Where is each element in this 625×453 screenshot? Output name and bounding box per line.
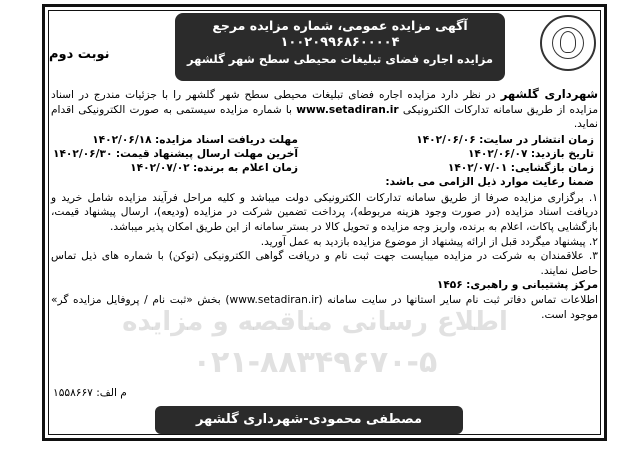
ad-title: آگهی مزایده عمومی، شماره مزایده مرجع [212, 18, 468, 33]
winner-label: زمان اعلام به برنده: [193, 161, 298, 174]
setad-site-link[interactable]: www.setadiran.ir [296, 103, 399, 116]
intro-text-2: با شماره مزایده سیستمی به صورت الکترونیکی اقدام نماید. [51, 103, 598, 131]
ad-subtitle: مزایده اجاره فضای تبلیغات محیطی سطح شهر گلشهر [186, 52, 494, 66]
watermark-phone: ۰۲۱-۸۸۳۴۹۶۷۰-۵ [192, 345, 438, 380]
winner-date: ۱۴۰۲/۰۷/۰۲ [130, 161, 190, 174]
ad-frame [42, 4, 607, 441]
opening-date: ۱۴۰۲/۰۷/۰۱ [447, 161, 508, 174]
intro-text-1: در نظر دارد مزایده اجاره فضای تبلیغات محیطی سطح شهر گلشهر را با جزئیات مندرج در اسناد مزایده از طریق سامانه تدارکات الکترونیکی [51, 89, 598, 116]
support-number: ۱۴۵۶ [436, 279, 463, 292]
contact-paragraph [51, 293, 598, 322]
publish-date: ۱۴۰۲/۰۶/۰۶ [416, 133, 476, 146]
receive-date: ۱۴۰۲/۰۶/۱۸ [92, 133, 152, 146]
logo-leaf-shape [560, 31, 576, 53]
intro-paragraph [51, 87, 598, 132]
org-name: شهرداری گلشهر [500, 87, 598, 101]
visit-label: تاریخ بازدید: [530, 147, 594, 160]
contact-site-link[interactable]: (www.setadiran.ir) [225, 293, 323, 306]
item-2: ۲. پیشنهاد میگردد قبل از ارائه پیشنهاد از موضوع مزایده بازدید به عمل آورید. [260, 235, 598, 248]
publish-row [416, 133, 594, 148]
deadline-row [53, 147, 298, 162]
ad-reference-number: م الف: ۱۵۵۸۶۶۷ [53, 387, 127, 399]
requirements-heading: ضمنا رعایت موارد ذیل الزامی می باشد: [385, 175, 594, 188]
round-label: نوبت دوم [49, 47, 110, 62]
item-3: ۳. علاقمندان به شرکت در مزایده میبایست جهت ثبت نام و دریافت گواهی الکترونیکی (توکن) با شماره های ذیل تماس حاصل نمایند. [51, 250, 598, 277]
publish-label: زمان انتشار در سایت: [479, 133, 594, 146]
schedule-grid [51, 133, 598, 191]
contact-text-1: اطلاعات تماس دفاتر ثبت نام سایر استانها در سایت سامانه [322, 293, 598, 306]
receive-row [92, 133, 298, 148]
visit-date: ۱۴۰۲/۰۶/۰۷ [467, 147, 528, 160]
watermark-text: اطلاع رسانی مناقصه و مزایده [122, 307, 508, 337]
ad-body [51, 87, 598, 322]
contact-text-2: بخش «ثبت نام / پروفایل مزایده گر» موجود است. [51, 293, 598, 321]
support-label: مرکز پشتیبانی و راهبری: [466, 279, 598, 292]
opening-label: زمان بازگشایی: [510, 161, 594, 174]
deadline-date: ۱۴۰۲/۰۶/۳۰ [52, 147, 113, 160]
auction-number: ۱۰۰۲۰۹۹۶۸۶۰۰۰۰۴ [280, 35, 400, 50]
opening-row [448, 161, 594, 176]
winner-row [130, 161, 298, 176]
ad-header [175, 13, 505, 81]
item-1: ۱. برگزاری مزایده صرفا از طریق سامانه تدارکات الکترونیکی دولت میباشد و کلیه مراحل فرآیند مزایده شامل خرید و دریافت اسناد مزایده (در صورت وجود هزینه مربوطه)، پرداخت تضمین شرکت در مزایده (ودیعه)، ارسال پیشنهاد قیمت، بازگشایی پاکات، اعلام به برنده، واریز وجه مزایده و تحویل کالا در بستر سامانه از این طریق امکان پذیر میباشد. [51, 191, 598, 233]
receive-label: مهلت دریافت اسناد مزایده: [155, 133, 298, 146]
support-line [51, 278, 598, 293]
visit-row [468, 147, 594, 162]
deadline-label: آخرین مهلت ارسال پیشنهاد قیمت: [115, 147, 298, 160]
ad-footer: مصطفی محمودی-شهرداری گلشهر [155, 406, 463, 434]
municipality-logo-icon [540, 15, 596, 71]
